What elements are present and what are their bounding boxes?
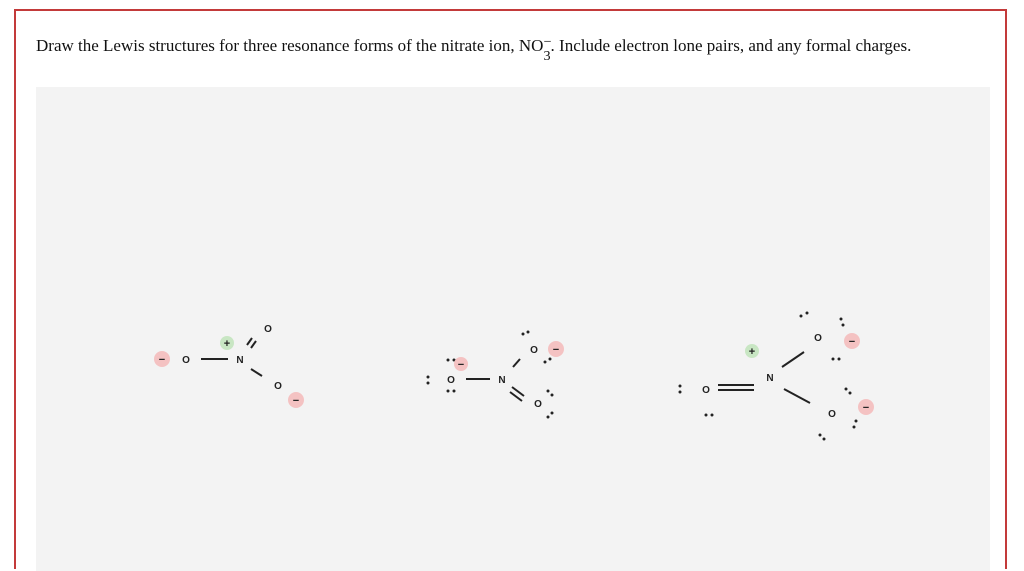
formal-charge: − (292, 395, 300, 407)
formula-subscript: 3 (543, 48, 551, 65)
lone-pair (853, 426, 856, 429)
nitrogen-atom: N (498, 375, 506, 386)
lone-pair (547, 390, 550, 393)
lone-pair (544, 361, 547, 364)
oxygen-atom: O (447, 375, 455, 386)
resonance-structure-3[interactable] (679, 312, 875, 441)
nitrogen-atom: N (236, 355, 244, 366)
question-prefix: Draw the Lewis structures for three resonance forms of the nitrate ion, (36, 36, 519, 55)
double-bond (247, 338, 252, 345)
oxygen-atom: O (828, 409, 836, 420)
single-bond (513, 359, 520, 367)
lone-pair (427, 376, 430, 379)
nitrogen-atom: N (766, 373, 774, 384)
lone-pair (800, 315, 803, 318)
lone-pair (832, 358, 835, 361)
oxygen-atom: O (814, 333, 822, 344)
lone-pair (447, 390, 450, 393)
lone-pair (447, 359, 450, 362)
question-text (36, 32, 986, 65)
lone-pair (819, 434, 822, 437)
question-suffix: . Include electron lone pairs, and any formal charges. (550, 36, 912, 55)
formal-charge: − (862, 402, 870, 414)
lone-pair (840, 318, 843, 321)
question-frame (14, 9, 1007, 569)
lone-pair (679, 385, 682, 388)
oxygen-atom: O (702, 385, 710, 396)
lone-pair (522, 333, 525, 336)
lone-pair (705, 414, 708, 417)
formula-superscript: − (543, 34, 552, 50)
formal-charge: − (457, 359, 465, 371)
single-bond (782, 352, 804, 367)
drawing-canvas[interactable] (36, 87, 990, 571)
oxygen-atom: O (274, 381, 282, 392)
oxygen-atom: O (530, 345, 538, 356)
oxygen-atom: O (534, 399, 542, 410)
formal-charge: + (748, 346, 756, 358)
formal-charge: + (223, 338, 231, 350)
oxygen-atom: O (182, 355, 190, 366)
single-bond (251, 369, 262, 376)
formal-charge: − (552, 344, 560, 356)
nitrate-formula: $NO_3$ − (519, 32, 551, 65)
oxygen-atom: O (264, 324, 272, 335)
resonance-structure-1[interactable] (154, 324, 304, 408)
resonance-structure-2[interactable] (427, 331, 565, 419)
single-bond (784, 389, 810, 403)
lewis-structures-drawing (36, 87, 990, 571)
lone-pair (845, 388, 848, 391)
lone-pair (547, 416, 550, 419)
formal-charge: − (158, 354, 166, 366)
formal-charge: − (848, 336, 856, 348)
